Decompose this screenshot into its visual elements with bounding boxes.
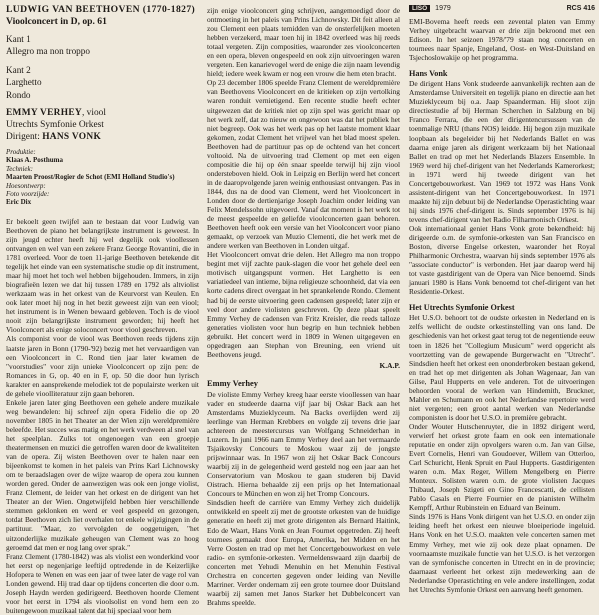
movement-1-tempo: Allegro ma non troppo: [6, 46, 90, 57]
credit-name: Eric Dix: [6, 198, 32, 207]
movement-2-label: Kant 2: [6, 64, 31, 75]
section-heading-vonk: Hans Vonk: [409, 69, 448, 79]
bio-paragraph: De violiste Emmy Verhey kreeg haar eerste vioollessen van haar vader en studeerde daarna vijf jaar bij Oskar Back aan het Amsterdams Muzieklyceum. Na Backs overlijden werd zij leerlinge van Herman Krebbers en volgde zij tevens drie jaar achtereen de meestercursus van Wolfgang Schneiderhan in Luzern. In juni 1966 nam Emmy Verhey deel aan het vermaarde Tsjaikovsky Concours te Moskou waar zij de jongste prijswinnaar was. In 1967 won zij het Oskar Back Concours waarbij zij in de gelegenheid werd gesteld nog een jaar aan het Conservatorium van Moskou te gaan studeren bij David Oistrach. Hierna behaalde zij een prijs op het Internationaal Concours te München en won zij het Tromp Concours.: [207, 389, 400, 499]
liner-notes-paragraph: Er bekoelt geen twijfel aan te bestaan dat voor Ludwig van Beethoven de piano het belangrijkste instrument is geweest. In zijn jeugd echter heeft hij wel degelijk ook vioollessen ontvangen en wel van een zekere Franz George Rovantini, die in 1781 overleed. Voor de toen 11-jarige Beethoven betekende dit tegelijk het einde van een systematische studie op dit instrument, maar hij moet het toch wel hebben bijgehouden. Immers, in zijn biografieën lezen we dat hij tussen 1789 en 1792 als altviolist werkzaam was in het orkest van de Keurvorst van Keulen. En ook later moet hij nog in het bezit geweest zijn van een viool; het instrument is in Wenen bewaard gebleven. Toch is de viool nooit zijn belangrijkste instrument geworden; hij heeft het Vioolconcert als enige soloconcert voor viool geschreven.: [6, 216, 199, 335]
liner-notes-paragraph: Enkele jaren later ging Beethoven een gehele andere muzikale weg bewandelen: hij schreef zijn opera Fidelio die op 20 november 1805 in het Theater an der Wien zijn wereldpremière beleefde. Het succes was matig en het werk verdween al snel van het speelplan. Zulks tot ongenoegen van een groepje theatermensen en muzici die getroffen waren door de kwaliteiten van de opera. Zij wisten Beethoven over te halen naar een bijeenkomst te komen in het paleis van Prins Karl Lichnowsky om te beraadslagen over de wijze waarop de opera zou kunnen worden gered. Onder de aanwezigen was ook een jonge violist, Franz Clement, de leider van het orkest en de dirigent van het Theater an der Wien. Ongetwijfeld hebben hier verschillende stemmen geklonken en werd er veel gespeeld en gezongen, totdat Beethoven zich liet overhalen tot enkele wijzigingen in de partituur. "Maar, zo vervolgden de ooggetuigen, "het uitzonderlijke muzikale geheugen van Clement was zo hoog geroemd dat men er nog lang over sprak.": [6, 397, 199, 552]
liner-notes-paragraph: Op 23 december 1806 speelde Franz Clement de wereldpremière van Beethovens Vioolconcert en de kritieken op zijn vertolking waren ronduit vernietigend. Een recente studie heeft echter uitgewezen dat de kritiek niet op zijn spel was gericht maar op het werk zelf, dat zo nieuw en ongewoon was dat het publiek het niet begreep. Ook was het werk pas op het laatste moment klaar gekomen, zodat Clement het vrijwel van het blad moest spelen. Beethoven had de partituur pas op de ochtend van het concert voltooid. Na de uitvoering trad Clement op met een eigen compositie die hij op één snaar speelde terwijl hij zijn viool ondersteboven hield. Ook in Leipzig en Berlijn werd het concert in de daaropvolgende jaren weinig enthousiast ontvangen. Pas in 1844, dus na de dood van Clement, werd het Vioolconcert in Londen door de dertienjarige Joseph Joachim onder leiding van Felix Mendelssohn uitgevoerd. Vanaf dat moment is het werk tot de meest gespeelde en geliefde vioolconcerten gaan behoren. Beethoven heeft ook een versie van het Vioolconcert voor piano gemaakt, op verzoek van Muzio Clementi, die het werk met de andere werken van Beethoven in Londen uitgaf.: [207, 78, 400, 251]
orchestra-name: Utrechts Symfonie Orkest: [6, 120, 104, 131]
liner-notes-paragraph: Het Vioolconcert omvat drie delen. Het Allegro ma non troppo begint met vijf zachte pauk-slagen die voor het gehele deel een motivisch uitgangspunt vormen. Het Larghetto is een variatiedeel van intieme, bijna religieuze schoonheid, dat via een korte cadens direct overgaat in het sprankelende Rondo. Clement had bij de eerste uitvoering geen cadensen gespeeld; later zijn er veel door andere violisten geschreven. Op deze plaat speelt Emmy Verhey de cadensen van Fritz Kreisler, die reeds talloze generaties violisten voor hun begrip en hun techniek hebben gebruikt. Het concert werd in 1809 in Wenen uitgegeven en opgedragen aan Stephan von Breuning, een vriend uit Beethovens jeugd.: [207, 250, 400, 359]
record-label-logo: LISO: [409, 5, 430, 12]
liner-notes-paragraph: Franz Clement (1780-1842) was als violist een wonderkind voor het eerst op negenjarige leeftijd optredende in de Keizerlijke Hofopera te Wenen en was een jaar of twee later de vage rol van Londen gewend. Hij trad daar op tijdens concerten die door o.m. Joseph Haydn werden gedirigeerd. Beethoven hoorde Clement voor het eerst in 1794 als vioolsolist en vond hem een zo buitengewoon muzikaal talent dat hij speciaal voor hem: [6, 551, 199, 615]
credit-name: Klaas A. Posthuma: [6, 156, 63, 165]
performers: [6, 107, 199, 143]
credit-name: Maarten Proost/Rogier de Schot (EMI Holland Studio's): [6, 173, 175, 182]
bio-paragraph: Sindsdien heeft de carrière van Emmy Verhey zich duidelijk ontwikkeld en speelt zij met de grootste orkesten van de huidige generatie en heeft zij met grote dirigenten als Bernard Haitink, Edo de Waart, Hans Vonk en Jean Fournet opgetreden. Zij heeft tournees gemaakt door Europa, Amerika, het Midden en het Verre Oosten en trad op met het Concertgebouworkest en vele radio- en symfonie-orkesten. Vermeldenswaard zijn daarbij de concerten met Yehudi Menuhin en het Menuhin Festival Orchestra en concerten gegeven onder leiding van Neville Marriner. Verder ondernam zij een grote tournee door Duitsland waarbij zij samen met Janos Starker het Dubbelconcert van Brahms speelde.: [207, 498, 400, 607]
credit-label: Foto voorzijde:: [6, 190, 50, 199]
bio-paragraph: Onder Wouter Hutschenruyter, die in 1892 dirigent werd, verwierf het orkest grote faam en ook een internationale reputatie en onder zijn opvolgers waren o.m. Jan van Gilse, Evert Cornelis, Henri van Goudoever, Willem van Otterloo, Carl Schuricht, Henk Spruit en Paul Hupperts. Gastdirigenten waren o.m. Max Reger, Willem Mengelberg en Pierre Monteux. Solisten waren o.m. de grote violisten Jacques Thibaud, Joseph Szigeti en Gino Francescatti, de cellisten Pablo Casals en Pierre Fournier en de pianisten Wilhelm Kempff, Arthur Rubinstein en Eduard van Beinum.: [409, 421, 595, 513]
work-title: Vioolconcert in D, op. 61: [6, 16, 107, 27]
soloist-name: EMMY VERHEY: [6, 108, 82, 119]
liner-notes-paragraph: zijn enige vioolconcert ging schrijven, aangemoedigd door de ontmoeting in het paleis van Prins Lichnowsky. Dit feit alleen al zou Clement een plaats temidden van de onsterfelijken moeten hebben verzekerd, maar toen hij in 1842 overleed was hij reeds totaal vergeten. Zijn composities, waaronder zes vioolconcerten en een opera, bleven ongespeeld en ook zijn uitvoeringen waren vergeten. Een kanarievogel werd de enige die zijn naam levendig hield; iedere week kwam er nog een vrouw die hem eten bracht.: [207, 6, 400, 79]
soloist-role: , viool: [81, 108, 106, 119]
credit-label: Produktie:: [6, 148, 36, 157]
column-3: [409, 0, 595, 601]
credits: [6, 148, 199, 207]
credit-label: Hoesontwerp:: [6, 181, 46, 190]
author-signature: K.A.P.: [379, 360, 400, 370]
bio-paragraph: EMI-Bovema heeft reeds een zevental platen van Emmy Verhey uitgebracht waarvan er drie zijn bekroond met een Edison. In het seizoen 1978/'79 staan nog concerten en tournees naar Spanje, Engeland, Oost- en West-Duitsland en Tsjechoslowakije op het programma.: [409, 17, 595, 63]
liner-notes-paragraph: Als componist voor de viool was Beethoven reeds tijdens zijn laatste jaren in Bonn (1790-'92) bezig met het vervaardigen van een Vioolconcert in C. Rond tien jaar later kwamen de "voorstudies" voor zijn unieke Vioolconcert op zijn pen: de Romances in G, op. 40 en in F, op. 50 die door hun lyrisch karakter en aansprekende melodiek tot de populairste werken uit de gehele vioolliteratuur zijn gaan behoren.: [6, 334, 199, 398]
column-1: [6, 0, 199, 615]
release-year: 1979: [435, 5, 451, 12]
conductor-label: Dirigent:: [6, 132, 43, 143]
release-info-bar: [409, 3, 595, 14]
movement-1-label: Kant 1: [6, 34, 31, 44]
bio-paragraph: Ook internationaal geniet Hans Vonk grote bekendheid: hij dirigeerde o.m. de symfonie-orkesten van San Francisco en Boston, diverse Engelse orkesten, waaronder het Royal Philharmonic Orchestra, waarvan hij sinds september 1976 als "associate conductor" is verbonden. Het jaar daarop werd hij tot vaste gastdirigent van de Opera van Nice benoemd. Sinds januari 1980 is Hans Vonk benoemd tot chef-dirigent van het Residentie-Orkest.: [409, 223, 595, 297]
section-heading-uso: Het Utrechts Symfonie Orkest: [409, 303, 515, 313]
credit-label: Techniek:: [6, 164, 33, 173]
bio-paragraph: Sinds 1976 is Hans Vonk dirigent van het U.S.O. en onder zijn leiding heeft het orkest een nieuwe bloeiperiode ingeluid. Hans Vonk en het U.S.O. maakten vele concerten samen met Emmy Verhey, met wie zij ook deze plaat opnamen. De voornaamste muzikale functie van het U.S.O. is het verzorgen van de symfonische concerten in Utrecht en in de provincie; daarnaast verleent het orkest zijn medewerking aan de Nederlandse Operastichting en vele andere instellingen, zodat het Utrechts Symfonie Orkest een aanvang heeft genomen.: [409, 512, 595, 594]
bio-paragraph: De dirigent Hans Vonk studeerde aanvankelijk rechten aan de Amsterdamse Universiteit en tegelijk piano en directie aan het Muzieklyceum bij o.a. Jaap Spaanderman. Hij sloot zijn directiestudie af bij Herman Scherchen in Salzburg en bij Franco Ferrara, die een der dirigentencursussen van de toenmalige NRU (thans NOS) leidde. Hij begon zijn muzikale loopbaan als begeleider bij het Nederlands Ballet en was daarna enige jaren als dirigent werkzaam bij het Nationaal Ballet en trad op met het Nederlands Blazers Ensemble. In 1969 werd hij chef-dirigent van het Nederlands Kamerorkest; in 1971 werd hij tweede dirigent van het Concertgebouworkest. Van 1969 tot 1972 was Hans Vonk assistent-dirigent van het Concertgebouworkest. In 1971 maakte hij zijn debuut bij de Nederlandse Operastichting waar hij sinds 1976 chef-dirigent is. Sinds september 1976 is hij tevens chef-dirigent van het Radio Filharmonisch Orkest.: [409, 79, 595, 224]
movement-3-tempo: Rondo: [6, 89, 31, 100]
bio-paragraph: Het U.S.O. behoort tot de oudste orkesten in Nederland en is zelfs wellicht de oudste orkestinstelling van ons land. De geschiedenis van het orkest gaat terug tot de negentiende eeuw toen in 1826 het "Collegium Musicum" werd opgericht als voortzetting van de gewapende Burgerwacht en "Utrecht". Sindsdien heeft het orkest een ononderbroken bestaan gekend, en trad het op met dirigenten als Johan Wagenaar, Jan van Gilse, Paul Hupperts en vele anderen. Tot de uitvoeringen behoorden vooral de werken van Hindemith, Bruckner, Mahler en Schumann en ook het Nederlandse repertoire werd niet vergeten; een groot aantal werken van Nederlandse componisten is door het U.S.O. in première gebracht.: [409, 313, 595, 422]
movement-2-tempo: Larghetto: [6, 77, 42, 88]
catalog-number: RCS 416: [566, 5, 595, 12]
conductor-name: HANS VONK: [42, 132, 102, 143]
column-2: [207, 0, 400, 607]
composer-title: LUDWIG VAN BEETHOVEN (1770-1827): [6, 4, 196, 15]
section-heading-verhey: Emmy Verhey: [207, 378, 258, 388]
